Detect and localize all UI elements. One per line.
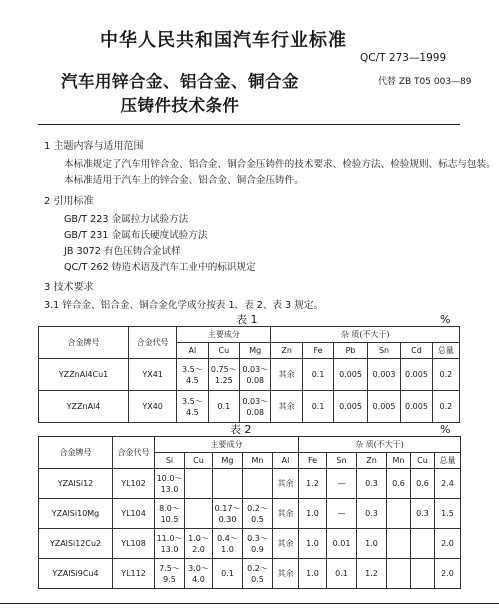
cell-code: YL112 [113,559,155,589]
cell-si: 8.0～10.5 [155,499,185,529]
table-1-col: Cu [208,343,239,359]
cell-sn: 0.1 [327,559,357,589]
table-1-col: Al [177,343,208,359]
replaces-code: 代替 ZB T05 003—89 [378,77,472,87]
cell-cu [185,469,213,499]
table-row [39,559,461,589]
table-1-col: Pb [334,343,368,359]
cell-total: 0.2 [432,359,459,391]
cell-cu: 0.1 [208,391,239,423]
table-2-col: Al [273,453,299,469]
table-2-header-alloy: 合金牌号 [39,437,113,469]
cell-fe: 0.1 [302,359,333,391]
cell-zn: 1.0 [357,529,387,559]
cell-mg: 0.03～0.08 [240,359,271,391]
cell-fe: 0.1 [302,391,333,423]
table-1-header-code: 合金代号 [129,327,177,359]
clause-3-1: 3.1 锌合金、铝合金、铜合金化学成分按表 1、表 2、表 3 规定。 [44,300,324,311]
cell-fe: 1.2 [299,469,327,499]
cell-sn: — [327,469,357,499]
cell-fe: 1.0 [299,559,327,589]
table-2-col: Cu [185,453,213,469]
cell-alloy: YZAlSi12 [39,469,113,499]
table-2-unit: % [440,423,451,436]
section-3-title: 3 技术要求 [44,282,94,293]
table-1-caption: 表 1 [236,313,258,326]
cell-zn: 0.3 [357,499,387,529]
cell-total: 2.0 [435,529,461,559]
table-2-col: Mn [387,453,411,469]
doc-title-line1: 汽车用锌合金、铝合金、铜合金 [61,72,299,91]
cell-mg: 0.17～0.30 [213,499,243,529]
cell-alloy: YZAlSi10Mg [39,499,113,529]
table-2-col: Si [155,453,185,469]
cell-mn: 0.2～0.5 [243,559,273,589]
table-1-col: 总量 [432,343,459,359]
table-2-col: Fe [299,453,327,469]
cell-al: 其余 [273,469,299,499]
cell-mn-imp [387,559,411,589]
table-2-header-code: 合金代号 [113,437,155,469]
cell-zn: 1.2 [357,559,387,589]
cell-sn: — [327,499,357,529]
cell-code: YL108 [113,529,155,559]
cell-al: 其余 [273,559,299,589]
cell-cu-imp [411,559,435,589]
table-row [39,529,461,559]
table-1-header-main: 主要成分 [177,327,271,343]
table-2-col: Cu [411,453,435,469]
table-row [39,499,461,529]
cell-cu [185,499,213,529]
cell-alloy: YZZnAl4Cu1 [39,359,129,391]
cell-sn: 0.003 [367,359,401,391]
doc-title-line2: 压铸件技术条件 [120,96,240,115]
cell-total: 2.0 [435,559,461,589]
cell-total: 0.2 [432,391,459,423]
cell-pb: 0.005 [334,391,368,423]
table-2-header-main: 主要成分 [155,437,299,453]
table-2-header-impurity: 杂 质(不大于) [299,437,461,453]
footer-divider [0,603,499,604]
table-2-col: Mn [243,453,273,469]
table-1-unit: % [440,313,451,326]
cell-mn-imp [387,529,411,559]
table-2-col: Mg [213,453,243,469]
table-2-col: 总量 [435,453,461,469]
cell-cu-imp: 0.3 [411,499,435,529]
cell-al: 其余 [273,529,299,559]
cell-cu: 1.0～2.0 [185,529,213,559]
cell-mn-imp [387,499,411,529]
cell-cu-imp: 0.6 [411,469,435,499]
cell-alloy: YZAlSi9Cu4 [39,559,113,589]
reference-item: JB 3072 有色压铸合金试样 [64,246,181,257]
table-1-col: Sn [367,343,401,359]
cell-total: 2.4 [435,469,461,499]
cell-si: 7.5～9.5 [155,559,185,589]
cell-mn: 0.2～0.5 [243,499,273,529]
reference-item: GB/T 223 金属拉力试验方法 [64,214,189,225]
section-1-title: 1 主题内容与适用范围 [44,141,144,152]
table-1-header-impurity: 杂 质(不大于) [271,327,460,343]
table-1 [38,326,460,423]
reference-item: GB/T 231 金属布氏硬度试验方法 [64,230,208,241]
cell-zn: 其余 [271,391,302,423]
table-1-col: Zn [271,343,302,359]
cell-al: 3.5～4.5 [177,391,208,423]
cell-mg [213,469,243,499]
cell-al: 3.5～4.5 [177,359,208,391]
cell-cu: 3.0～4.0 [185,559,213,589]
table-row [39,469,461,499]
cell-alloy: YZAlSi12Cu2 [39,529,113,559]
cell-mg: 0.03～0.08 [240,391,271,423]
section-1-para-1: 本标准规定了汽车用锌合金、铝合金、铜合金压铸件的技术要求、检验方法、检验规则、标志与包装。 [64,159,496,170]
cell-sn: 0.01 [327,529,357,559]
table-1-col: Mg [240,343,271,359]
table-row [39,359,460,391]
cell-mn: 0.3～0.9 [243,529,273,559]
cell-code: YX40 [129,391,177,423]
cell-si: 11.0～13.0 [155,529,185,559]
standard-type-heading: 中华人民共和国汽车行业标准 [100,30,347,51]
cell-zn: 0.3 [357,469,387,499]
cell-mg: 0.4～1.0 [213,529,243,559]
cell-fe: 1.0 [299,499,327,529]
cell-mg: 0.1 [213,559,243,589]
cell-si: 10.0～13.0 [155,469,185,499]
table-2-col: Sn [327,453,357,469]
cell-code: YL102 [113,469,155,499]
table-1-header-alloy: 合金牌号 [39,327,129,359]
cell-fe: 1.0 [299,529,327,559]
cell-zn: 其余 [271,359,302,391]
cell-code: YL104 [113,499,155,529]
cell-cd: 0.005 [401,359,432,391]
cell-total: 1.5 [435,499,461,529]
cell-cu: 0.75～1.25 [208,359,239,391]
cell-cu-imp [411,529,435,559]
table-2 [38,436,461,589]
cell-sn: 0.005 [367,391,401,423]
table-2-col: Zn [357,453,387,469]
reference-item: QC/T 262 铸造术语及汽车工业中的标识规定 [64,262,256,273]
header-divider [38,124,460,125]
table-1-col: Fe [302,343,333,359]
cell-cd: 0.005 [401,391,432,423]
standard-code: QC/T 273—1999 [360,52,447,64]
cell-al: 其余 [273,499,299,529]
cell-code: YX41 [129,359,177,391]
cell-pb: 0.005 [334,359,368,391]
section-1-para-2: 本标准适用于汽车上的锌合金、铝合金、铜合金压铸件。 [64,175,304,186]
cell-mn-imp: 0.6 [387,469,411,499]
section-2-title: 2 引用标准 [44,196,94,207]
cell-mn [243,469,273,499]
table-1-col: Cd [401,343,432,359]
table-row [39,391,460,423]
table-2-caption: 表 2 [230,423,252,436]
cell-alloy: YZZnAl4 [39,391,129,423]
